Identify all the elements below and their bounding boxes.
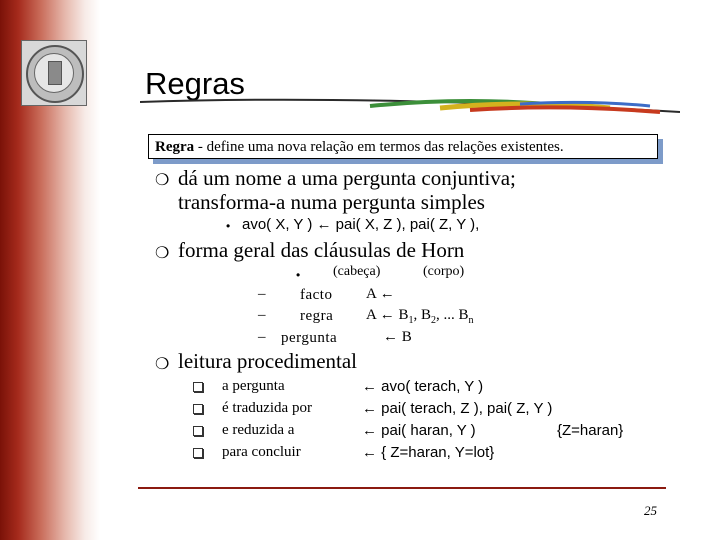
definition-term: Regra: [155, 139, 195, 155]
sub-bullet-dot: •: [226, 219, 231, 233]
checkbox-bullet-icon: [193, 448, 203, 458]
dash-marker: –: [258, 307, 266, 323]
horn-row-label: pergunta: [281, 330, 338, 346]
proc-step-substitution: {Z=haran}: [557, 422, 624, 439]
definition-text: - define uma nova relação em termos das relações existentes.: [194, 139, 564, 155]
horn-body-header: (corpo): [423, 264, 465, 279]
proc-step-right: ← pai( terach, Z ), pai( Z, Y ): [362, 400, 553, 417]
bullet3-text: leitura procedimental: [178, 349, 358, 373]
proc-step-left: é traduzida por: [222, 400, 312, 416]
horn-row-formula: A ←: [366, 286, 395, 302]
dash-marker: –: [258, 329, 266, 345]
horn-row-formula: A ← $B_1$, $B_2$, ... $B_n$: [366, 307, 474, 326]
bullet-marker: ❍: [155, 243, 170, 262]
horn-head-header: (cabeça): [333, 264, 381, 279]
bullet-marker: ❍: [155, 170, 170, 189]
horn-row-label: regra: [300, 308, 334, 324]
bullet1-line1: dá um nome a uma pergunta conjuntiva;: [178, 166, 516, 190]
footer-rule: [138, 487, 666, 489]
proc-step-left: e reduzida a: [222, 422, 295, 438]
bullet1-example: avo( X, Y ) ← pai( X, Z ), pai( Z, Y ),: [242, 216, 480, 233]
proc-step-right: ← { Z=haran, Y=lot}: [362, 444, 495, 461]
title-underline-swoosh: [140, 92, 680, 122]
sub-bullet-dot: •: [296, 268, 301, 282]
proc-step-left: a pergunta: [222, 378, 285, 394]
page-number: 25: [644, 503, 657, 518]
bullet2-text: forma geral das cláusulas de Horn: [178, 238, 465, 262]
checkbox-bullet-icon: [193, 404, 203, 414]
proc-step-right: ← pai( haran, Y ): [362, 422, 476, 439]
seal-tower-icon: [48, 61, 62, 85]
proc-step-right: ← avo( terach, Y ): [362, 378, 484, 395]
horn-row-formula: ← B: [383, 329, 412, 345]
dash-marker: –: [258, 286, 266, 302]
proc-step-left: para concluir: [222, 444, 301, 460]
checkbox-bullet-icon: [193, 382, 203, 392]
slide-title: Regras: [145, 66, 245, 101]
definition-box: [148, 134, 658, 159]
university-seal-logo: [21, 40, 87, 106]
bullet-marker: ❍: [155, 354, 170, 373]
bullet1-line2: transforma-a numa pergunta simples: [178, 190, 485, 214]
checkbox-bullet-icon: [193, 426, 203, 436]
horn-row-label: facto: [300, 287, 333, 303]
